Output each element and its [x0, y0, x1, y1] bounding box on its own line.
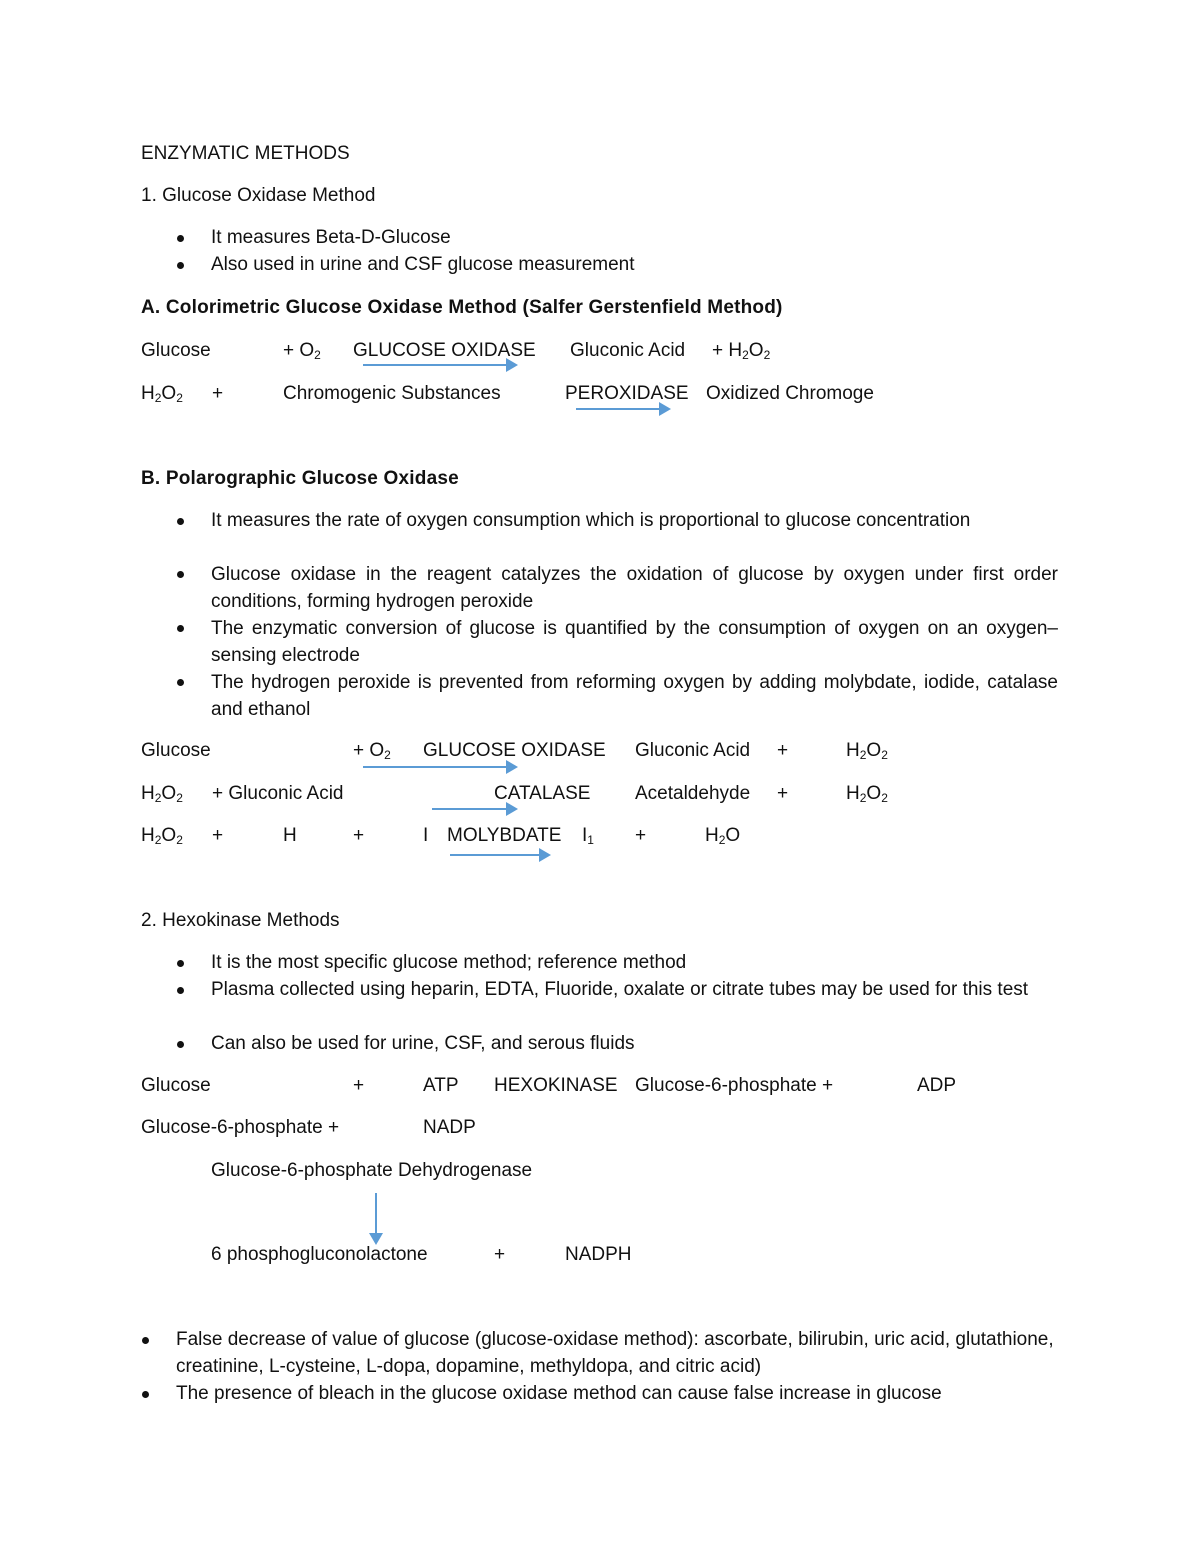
eq-b2-product: Acetaldehyde [635, 783, 751, 804]
bullet-dot [177, 679, 184, 686]
eq-b2-plus: + [777, 783, 789, 804]
bullet-dot [177, 987, 184, 994]
eq-a1-reactant: Glucose [141, 340, 211, 361]
bullet-dot [177, 1041, 184, 1048]
eq-b1-product: Gluconic Acid [635, 740, 751, 761]
document-title: ENZYMATIC METHODS [141, 143, 350, 164]
eq-b3-iodide: I [423, 825, 429, 846]
part-b-heading: B. Polarographic Glucose Oxidase [141, 468, 459, 489]
eq-h1-plus: + [353, 1075, 365, 1096]
eq-h1-product: Glucose-6-phosphate + [635, 1075, 834, 1096]
reaction-arrow [432, 808, 516, 810]
reaction-arrow-down [375, 1193, 377, 1243]
note-item: The presence of bleach in the glucose oxidase method can cause false increase in glucose [176, 1383, 942, 1404]
reaction-arrow [450, 854, 549, 856]
bullet-dot [142, 1391, 149, 1398]
eq-a1-enzyme: GLUCOSE OXIDASE [353, 340, 536, 361]
note-item: False decrease of value of glucose (glucose-oxidase method): ascorbate, bilirubin, uric acid, glutathione, creatinine, L-cysteine, L-dopa, dopamine, methyldopa, and citric acid) [176, 1329, 1054, 1377]
eq-b1-reactant: Glucose [141, 740, 211, 761]
part-b-bullet: Glucose oxidase in the reagent catalyzes the oxidation of glucose by oxygen under first order conditions, forming hydrogen peroxide [211, 564, 1058, 612]
bullet-dot [177, 960, 184, 967]
eq-a1-product: Gluconic Acid [570, 340, 686, 361]
eq-h1-enzyme: HEXOKINASE [494, 1075, 618, 1096]
part-b-bullet: The hydrogen peroxide is prevented from reforming oxygen by adding molybdate, iodide, catalase and ethanol [211, 672, 1058, 720]
reaction-arrow [576, 408, 669, 410]
eq-b3-catalyst: MOLYBDATE [447, 825, 562, 846]
eq-h2-plus: + [494, 1244, 506, 1265]
reaction-arrow [363, 364, 516, 366]
eq-h1-adp: ADP [917, 1075, 957, 1096]
section-1-bullet: Also used in urine and CSF glucose measurement [211, 254, 635, 275]
reaction-arrow [363, 766, 516, 768]
bullet-dot [177, 262, 184, 269]
part-b-bullet: The enzymatic conversion of glucose is quantified by the consumption of oxygen on an oxygen–sensing electrode [211, 618, 1058, 666]
bullet-dot [177, 571, 184, 578]
eq-b3-plus: + [353, 825, 365, 846]
eq-b2-enzyme: CATALASE [494, 783, 591, 804]
section-2-heading: 2. Hexokinase Methods [141, 910, 340, 931]
eq-b1-oxygen: + $O_2$ [353, 740, 391, 762]
bullet-dot [177, 235, 184, 242]
section-2-bullet: It is the most specific glucose method; reference method [211, 952, 687, 973]
eq-b2-peroxide: $H_2O_2$ [846, 783, 888, 805]
eq-a2-enzyme: PEROXIDASE [565, 383, 689, 404]
eq-b1-peroxide: $H_2O_2$ [846, 740, 888, 762]
eq-b3-plus: + [212, 825, 224, 846]
eq-h2-nadp: NADP [423, 1117, 476, 1138]
eq-b3-peroxide: $H_2O_2$ [141, 825, 183, 847]
eq-b3-plus: + [635, 825, 647, 846]
eq-b3-water: $H_2O$ [705, 825, 741, 847]
section-2-bullet: Can also be used for urine, CSF, and serous fluids [211, 1033, 635, 1054]
bullet-dot [177, 625, 184, 632]
eq-a2-peroxide: $H_2O_2$ [141, 383, 183, 405]
eq-a2-substrate: Chromogenic Substances [283, 383, 501, 404]
bullet-dot [177, 518, 184, 525]
bullet-dot [142, 1337, 149, 1344]
section-2-bullet: Plasma collected using heparin, EDTA, Fluoride, oxalate or citrate tubes may be used for this test [211, 979, 1029, 1000]
eq-h2-product: 6 phosphogluconolactone [211, 1244, 428, 1265]
eq-a1-peroxide: + $H_2O_2$ [712, 340, 771, 362]
eq-h2-nadph: NADPH [565, 1244, 632, 1265]
eq-b3-hydrogen: H [283, 825, 297, 846]
eq-b2-reactant: + Gluconic Acid [212, 783, 344, 804]
section-1-bullet: It measures Beta-D-Glucose [211, 227, 451, 248]
eq-h1-reactant: Glucose [141, 1075, 211, 1096]
eq-h2-reactant: Glucose-6-phosphate + [141, 1117, 340, 1138]
eq-b1-plus: + [777, 740, 789, 761]
eq-h2-enzyme: Glucose-6-phosphate Dehydrogenase [211, 1160, 533, 1181]
eq-a2-plus: + [212, 383, 224, 404]
eq-a2-product: Oxidized Chromoge [706, 383, 874, 404]
section-1-heading: 1. Glucose Oxidase Method [141, 185, 376, 206]
eq-b3-iodine: $I_1$ [582, 825, 594, 847]
eq-b1-enzyme: GLUCOSE OXIDASE [423, 740, 606, 761]
part-b-bullet: It measures the rate of oxygen consumption which is proportional to glucose concentration [211, 510, 971, 531]
eq-h1-atp: ATP [423, 1075, 459, 1096]
eq-a1-oxygen: + $O_2$ [283, 340, 321, 362]
part-a-heading: A. Colorimetric Glucose Oxidase Method (Salfer Gerstenfield Method) [141, 297, 783, 318]
eq-b2-peroxide: $H_2O_2$ [141, 783, 183, 805]
